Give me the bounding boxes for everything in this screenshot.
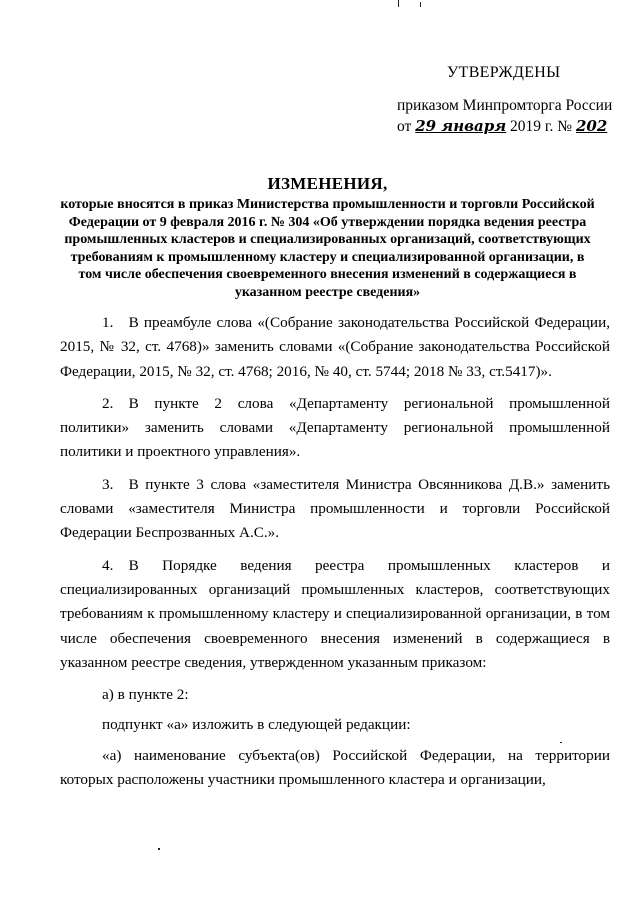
paragraph-1: 1. В преамбуле слова «(Собрание законодательства Российской Федерации, 2015, № 32, ст. 4768)» заменить словами «(Собрание законодательства Российской Федерации, 2015, № 32, ст. 4768; 2016, № 40, ст. 5744; 2018 № 33, ст.5417)». <box>60 314 610 380</box>
date-prefix: от <box>397 118 412 135</box>
document-body <box>60 311 610 800</box>
document-title: ИЗМЕНЕНИЯ, <box>267 174 388 193</box>
paragraph-2: 2. В пункте 2 слова «Департаменту региональной промышленной политики» заменить словами «Департаменту региональной промышленной политики и проектного управления». <box>60 394 610 461</box>
scan-mark <box>560 742 562 743</box>
approval-title: УТВЕРЖДЕНЫ <box>447 64 561 81</box>
handwritten-date: 29 января <box>415 117 507 135</box>
handwritten-number: 202 <box>575 117 608 135</box>
approval-order-line: приказом Минпромторга России <box>397 97 613 114</box>
scan-mark <box>420 2 421 7</box>
paragraph-4a: а) в пункте 2: <box>102 686 189 704</box>
scan-mark <box>398 0 399 7</box>
scan-mark <box>158 848 160 850</box>
paragraph-subpoint: подпункт «а» изложить в следующей редакции: <box>102 716 411 734</box>
approval-date-line <box>397 117 607 136</box>
paragraph-3: 3. В пункте 3 слова «заместителя Министра Овсянникова Д.В.» заменить словами «заместителя Министра промышленности и торговли Российской Федерации Беспрозванных А.С.». <box>60 475 610 542</box>
document-subtitle: которые вносятся в приказ Министерства промышленности и торговли Российской Федерации от 9 февраля 2016 г. № 304 «Об утверждении порядка ведения реестра промышленных кластеров и специализированных организаций, соответствующих требованиям к промышленному кластеру и специализированной организации, в том числе обеспечения своевременного внесения изменений в содержащиеся в указанном реестре сведения» <box>60 197 595 300</box>
date-year: 2019 г. № <box>510 118 573 135</box>
paragraph-quote: «а) наименование субъекта(ов) Российской Федерации, на территории которых расположены участники промышленного кластера и организации, <box>60 746 610 789</box>
paragraph-4: 4. В Порядке ведения реестра промышленных кластеров и специализированных организаций промышленных кластеров, соответствующих требованиям к промышленному кластеру и специализированной организации, в том числе обеспечения своевременного внесения изменений в содержащиеся в указанном реестре сведения, утвержденном указанным приказом: <box>60 556 610 671</box>
